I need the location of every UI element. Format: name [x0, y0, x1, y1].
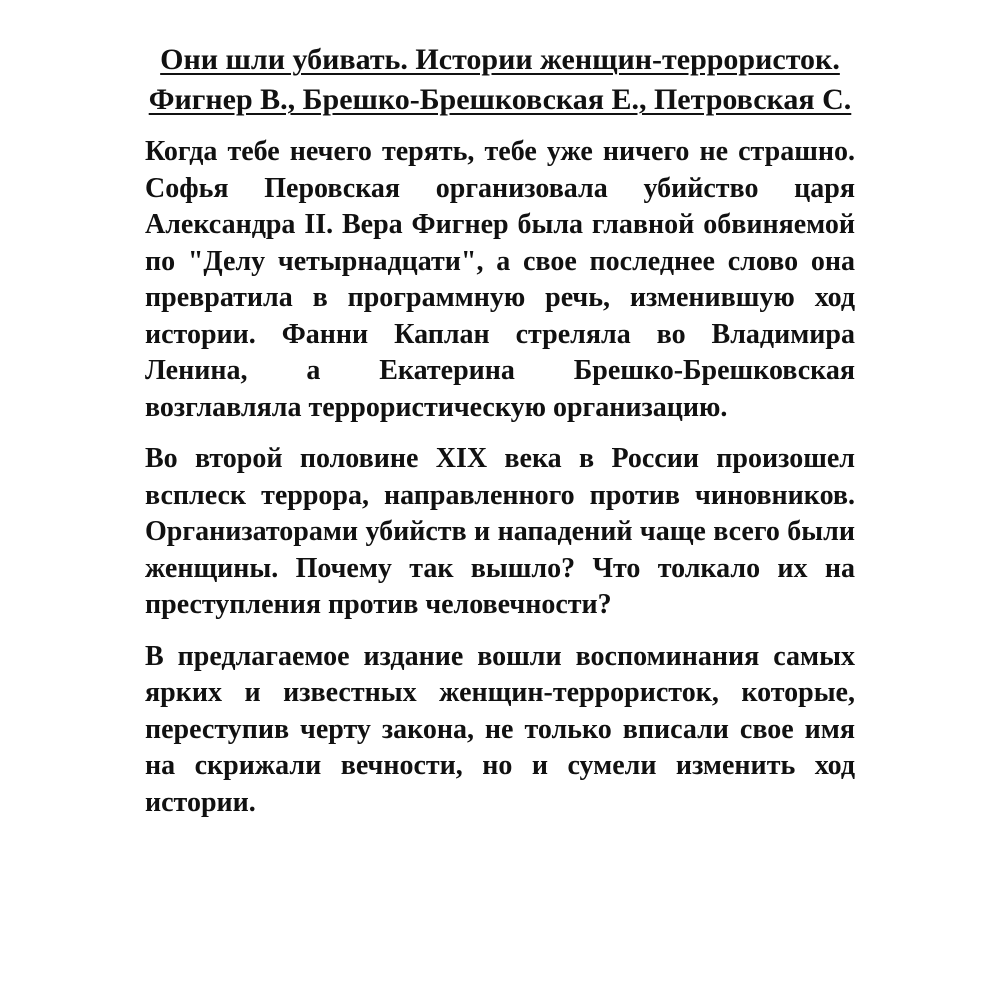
paragraph-context: Во второй половине XIX века в России произошел всплеск террора, направленного против чиновников. Организаторами убийств и нападений чаще всего были женщины. Почему так вышло? Что толкало их на преступления против человечности?	[145, 443, 855, 620]
book-title: Они шли убивать. Истории женщин-террористок. Фигнер В., Брешко-Брешковская Е., Петровская С.	[148, 43, 852, 116]
document-page	[145, 40, 855, 836]
paragraph-summary: В предлагаемое издание вошли воспоминания самых ярких и известных женщин-террористок, которые, переступив черту закона, не только вписали свое имя на скрижали вечности, но и сумели изменить ход истории.	[145, 640, 855, 818]
paragraph-intro: Когда тебе нечего терять, тебе уже ничего не страшно. Софья Перовская организовала убийство царя Александра II. Вера Фигнер была главной обвиняемой по "Делу четырнадцати", а свое последнее слово она превратила в программную речь, изменившую ход истории. Фанни Каплан стреляла во Владимира Ленина, а Екатерина Брешко-Брешковская возглавляла террористическую организацию.	[145, 136, 855, 423]
